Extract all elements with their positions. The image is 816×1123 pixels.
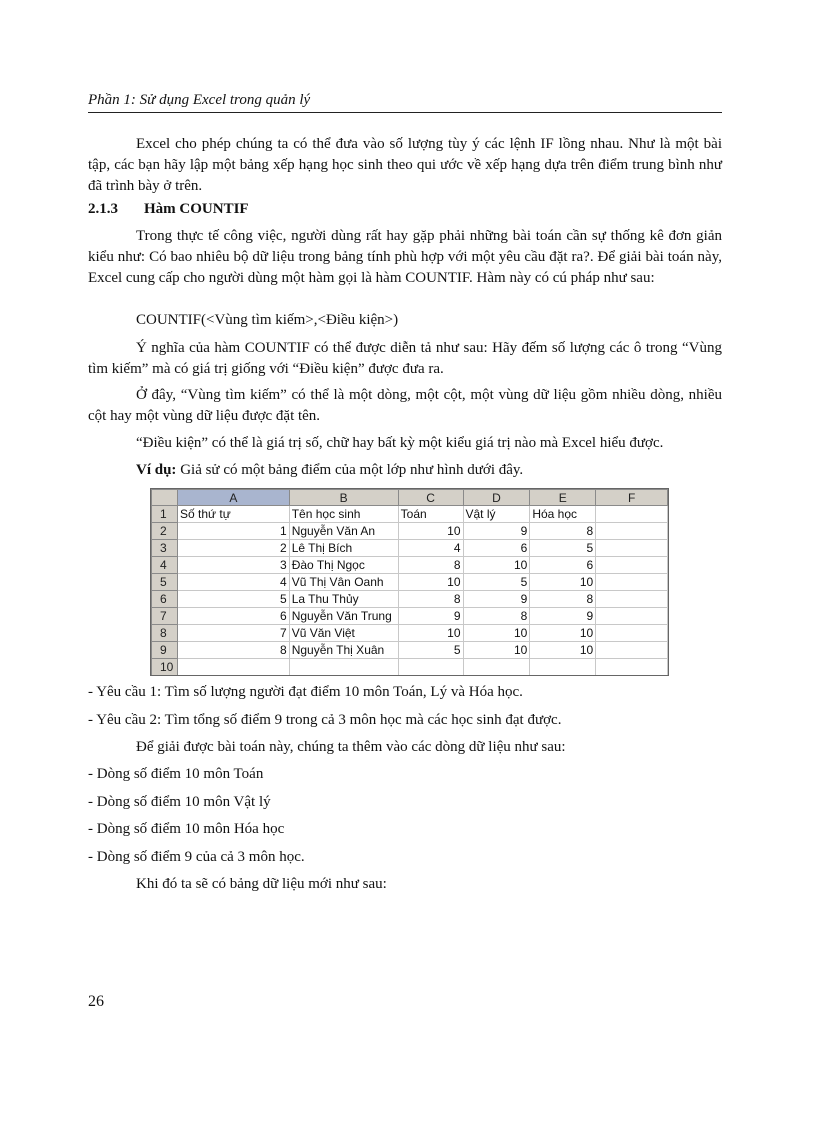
running-header: Phần 1: Sử dụng Excel trong quản lý: [88, 92, 722, 113]
spreadsheet-screenshot: [150, 488, 669, 676]
cell[interactable]: 6: [530, 557, 596, 574]
list-item: - Dòng số điểm 10 môn Vật lý: [88, 794, 271, 810]
cell[interactable]: 9: [530, 608, 596, 625]
row-header[interactable]: 10: [152, 659, 178, 676]
cell[interactable]: 5: [177, 591, 289, 608]
cell[interactable]: 10: [530, 625, 596, 642]
cell[interactable]: Nguyễn Văn Trung: [289, 608, 398, 625]
cell[interactable]: 6: [177, 608, 289, 625]
cell-empty[interactable]: [596, 642, 668, 659]
cell[interactable]: 8: [530, 523, 596, 540]
cell-header[interactable]: Tên học sinh: [289, 506, 398, 523]
sheet-row: [152, 608, 668, 625]
section-heading: [88, 201, 249, 218]
cell-empty[interactable]: [289, 659, 398, 676]
example-label: Ví dụ:: [136, 462, 177, 478]
list-item: - Dòng số điểm 9 của cả 3 môn học.: [88, 849, 305, 865]
sheet-row: [152, 557, 668, 574]
cell[interactable]: 10: [398, 625, 463, 642]
cell[interactable]: 5: [398, 642, 463, 659]
sheet-row: [152, 540, 668, 557]
paragraph-search-range: Ở đây, “Vùng tìm kiếm” có thể là một dòng, một cột, một vùng dữ liệu gồm nhiều dòng, nhiều cột hay một vùng dữ liệu được đặt tên.: [88, 387, 722, 424]
paragraph-countif-intro: Trong thực tế công việc, người dùng rất hay gặp phải những bài toán cần sự thống kê đơn giản kiểu như: Có bao nhiêu bộ dữ liệu trong bảng tính phù hợp với một yêu cầu đặt ra?. Để giải bài toán này, Excel cung cấp cho người dùng một hàm gọi là hàm COUNTIF. Hàm này có cú pháp như sau:: [88, 228, 722, 286]
example-text: Giả sử có một bảng điểm của một lớp như hình dưới đây.: [176, 462, 524, 478]
list-item: - Dòng số điểm 10 môn Hóa học: [88, 821, 285, 837]
row-header[interactable]: 8: [152, 625, 178, 642]
paragraph-new-table: Khi đó ta sẽ có bảng dữ liệu mới như sau:: [136, 876, 387, 892]
column-header-b[interactable]: B: [289, 490, 398, 506]
cell[interactable]: 10: [463, 557, 530, 574]
cell[interactable]: 8: [530, 591, 596, 608]
cell[interactable]: 8: [177, 642, 289, 659]
cell[interactable]: 7: [177, 625, 289, 642]
cell[interactable]: Vũ Văn Việt: [289, 625, 398, 642]
page-number: 26: [88, 993, 104, 1010]
cell-empty[interactable]: [530, 659, 596, 676]
cell-empty[interactable]: [596, 540, 668, 557]
cell[interactable]: 10: [530, 574, 596, 591]
cell-header[interactable]: Toán: [398, 506, 463, 523]
cell-empty[interactable]: [177, 659, 289, 676]
cell[interactable]: 9: [398, 608, 463, 625]
cell-empty[interactable]: [398, 659, 463, 676]
cell[interactable]: 3: [177, 557, 289, 574]
list-item: - Dòng số điểm 10 môn Toán: [88, 766, 264, 782]
cell-empty[interactable]: [463, 659, 530, 676]
sheet-row: [152, 625, 668, 642]
section-number: 2.1.3: [88, 201, 118, 217]
cell[interactable]: 6: [463, 540, 530, 557]
paragraph-condition: “Điều kiện” có thể là giá trị số, chữ hay bất kỳ một kiểu giá trị nào mà Excel hiểu được.: [136, 435, 664, 451]
cell-empty[interactable]: [596, 557, 668, 574]
row-header[interactable]: 2: [152, 523, 178, 540]
cell[interactable]: Đào Thị Ngọc: [289, 557, 398, 574]
cell[interactable]: 9: [463, 523, 530, 540]
cell[interactable]: 5: [530, 540, 596, 557]
intro-paragraph: Excel cho phép chúng ta có thể đưa vào số lượng tùy ý các lệnh IF lồng nhau. Như là một bài tập, các bạn hãy lập một bảng xếp hạng học sinh theo qui ước về xếp hạng dựa trên điểm trung bình như đã trình bày ở trên.: [88, 136, 722, 194]
sheet-row: [152, 642, 668, 659]
section-title: Hàm COUNTIF: [144, 201, 249, 217]
cell-empty[interactable]: [596, 574, 668, 591]
cell[interactable]: 8: [398, 557, 463, 574]
cell[interactable]: La Thu Thủy: [289, 591, 398, 608]
cell-header[interactable]: Số thứ tự: [177, 506, 289, 523]
row-header[interactable]: 1: [152, 506, 178, 523]
sheet-row: [152, 659, 668, 676]
row-header[interactable]: 6: [152, 591, 178, 608]
cell-empty[interactable]: [596, 625, 668, 642]
row-header[interactable]: 5: [152, 574, 178, 591]
cell-header[interactable]: Hóa học: [530, 506, 596, 523]
cell[interactable]: 2: [177, 540, 289, 557]
example-line: [136, 460, 523, 481]
syntax-line: COUNTIF(<Vùng tìm kiếm>,<Điều kiện>): [136, 312, 399, 328]
cell[interactable]: 4: [398, 540, 463, 557]
cell-empty[interactable]: [596, 506, 668, 523]
cell-empty[interactable]: [596, 591, 668, 608]
sheet-row: [152, 591, 668, 608]
cell[interactable]: 10: [463, 625, 530, 642]
row-header[interactable]: 7: [152, 608, 178, 625]
column-header-a[interactable]: A: [177, 490, 289, 506]
cell[interactable]: 10: [398, 574, 463, 591]
cell[interactable]: Nguyễn Văn An: [289, 523, 398, 540]
cell-empty[interactable]: [596, 608, 668, 625]
sheet-row: [152, 574, 668, 591]
cell-header[interactable]: Vật lý: [463, 506, 530, 523]
column-header-c[interactable]: C: [398, 490, 463, 506]
row-header[interactable]: 9: [152, 642, 178, 659]
row-header[interactable]: 3: [152, 540, 178, 557]
cell[interactable]: Nguyễn Thị Xuân: [289, 642, 398, 659]
corner-cell[interactable]: [152, 490, 178, 506]
requirement-2: - Yêu cầu 2: Tìm tổng số điểm 9 trong cả 3 môn học mà các học sinh đạt được.: [88, 712, 562, 728]
paragraph-add-rows: Để giải được bài toán này, chúng ta thêm vào các dòng dữ liệu như sau:: [136, 739, 566, 755]
column-header-f[interactable]: F: [596, 490, 668, 506]
cell[interactable]: 4: [177, 574, 289, 591]
cell[interactable]: 10: [530, 642, 596, 659]
cell-empty[interactable]: [596, 659, 668, 676]
cell[interactable]: 1: [177, 523, 289, 540]
column-header-row: [152, 490, 668, 506]
cell[interactable]: 8: [463, 608, 530, 625]
sheet-row: [152, 523, 668, 540]
requirement-1: - Yêu cầu 1: Tìm số lượng người đạt điểm 10 môn Toán, Lý và Hóa học.: [88, 684, 523, 700]
cell[interactable]: 9: [463, 591, 530, 608]
cell[interactable]: 8: [398, 591, 463, 608]
sheet-row: [152, 506, 668, 523]
column-header-e[interactable]: E: [530, 490, 596, 506]
cell[interactable]: 5: [463, 574, 530, 591]
row-header[interactable]: 4: [152, 557, 178, 574]
paragraph-meaning: Ý nghĩa của hàm COUNTIF có thể được diễn tả như sau: Hãy đếm số lượng các ô trong “Vùng tìm kiếm” mà có giá trị giống với “Điều kiện” được đưa ra.: [88, 340, 722, 377]
cell[interactable]: Vũ Thị Vân Oanh: [289, 574, 398, 591]
column-header-d[interactable]: D: [463, 490, 530, 506]
cell[interactable]: 10: [463, 642, 530, 659]
cell-empty[interactable]: [596, 523, 668, 540]
cell[interactable]: Lê Thị Bích: [289, 540, 398, 557]
cell[interactable]: 10: [398, 523, 463, 540]
